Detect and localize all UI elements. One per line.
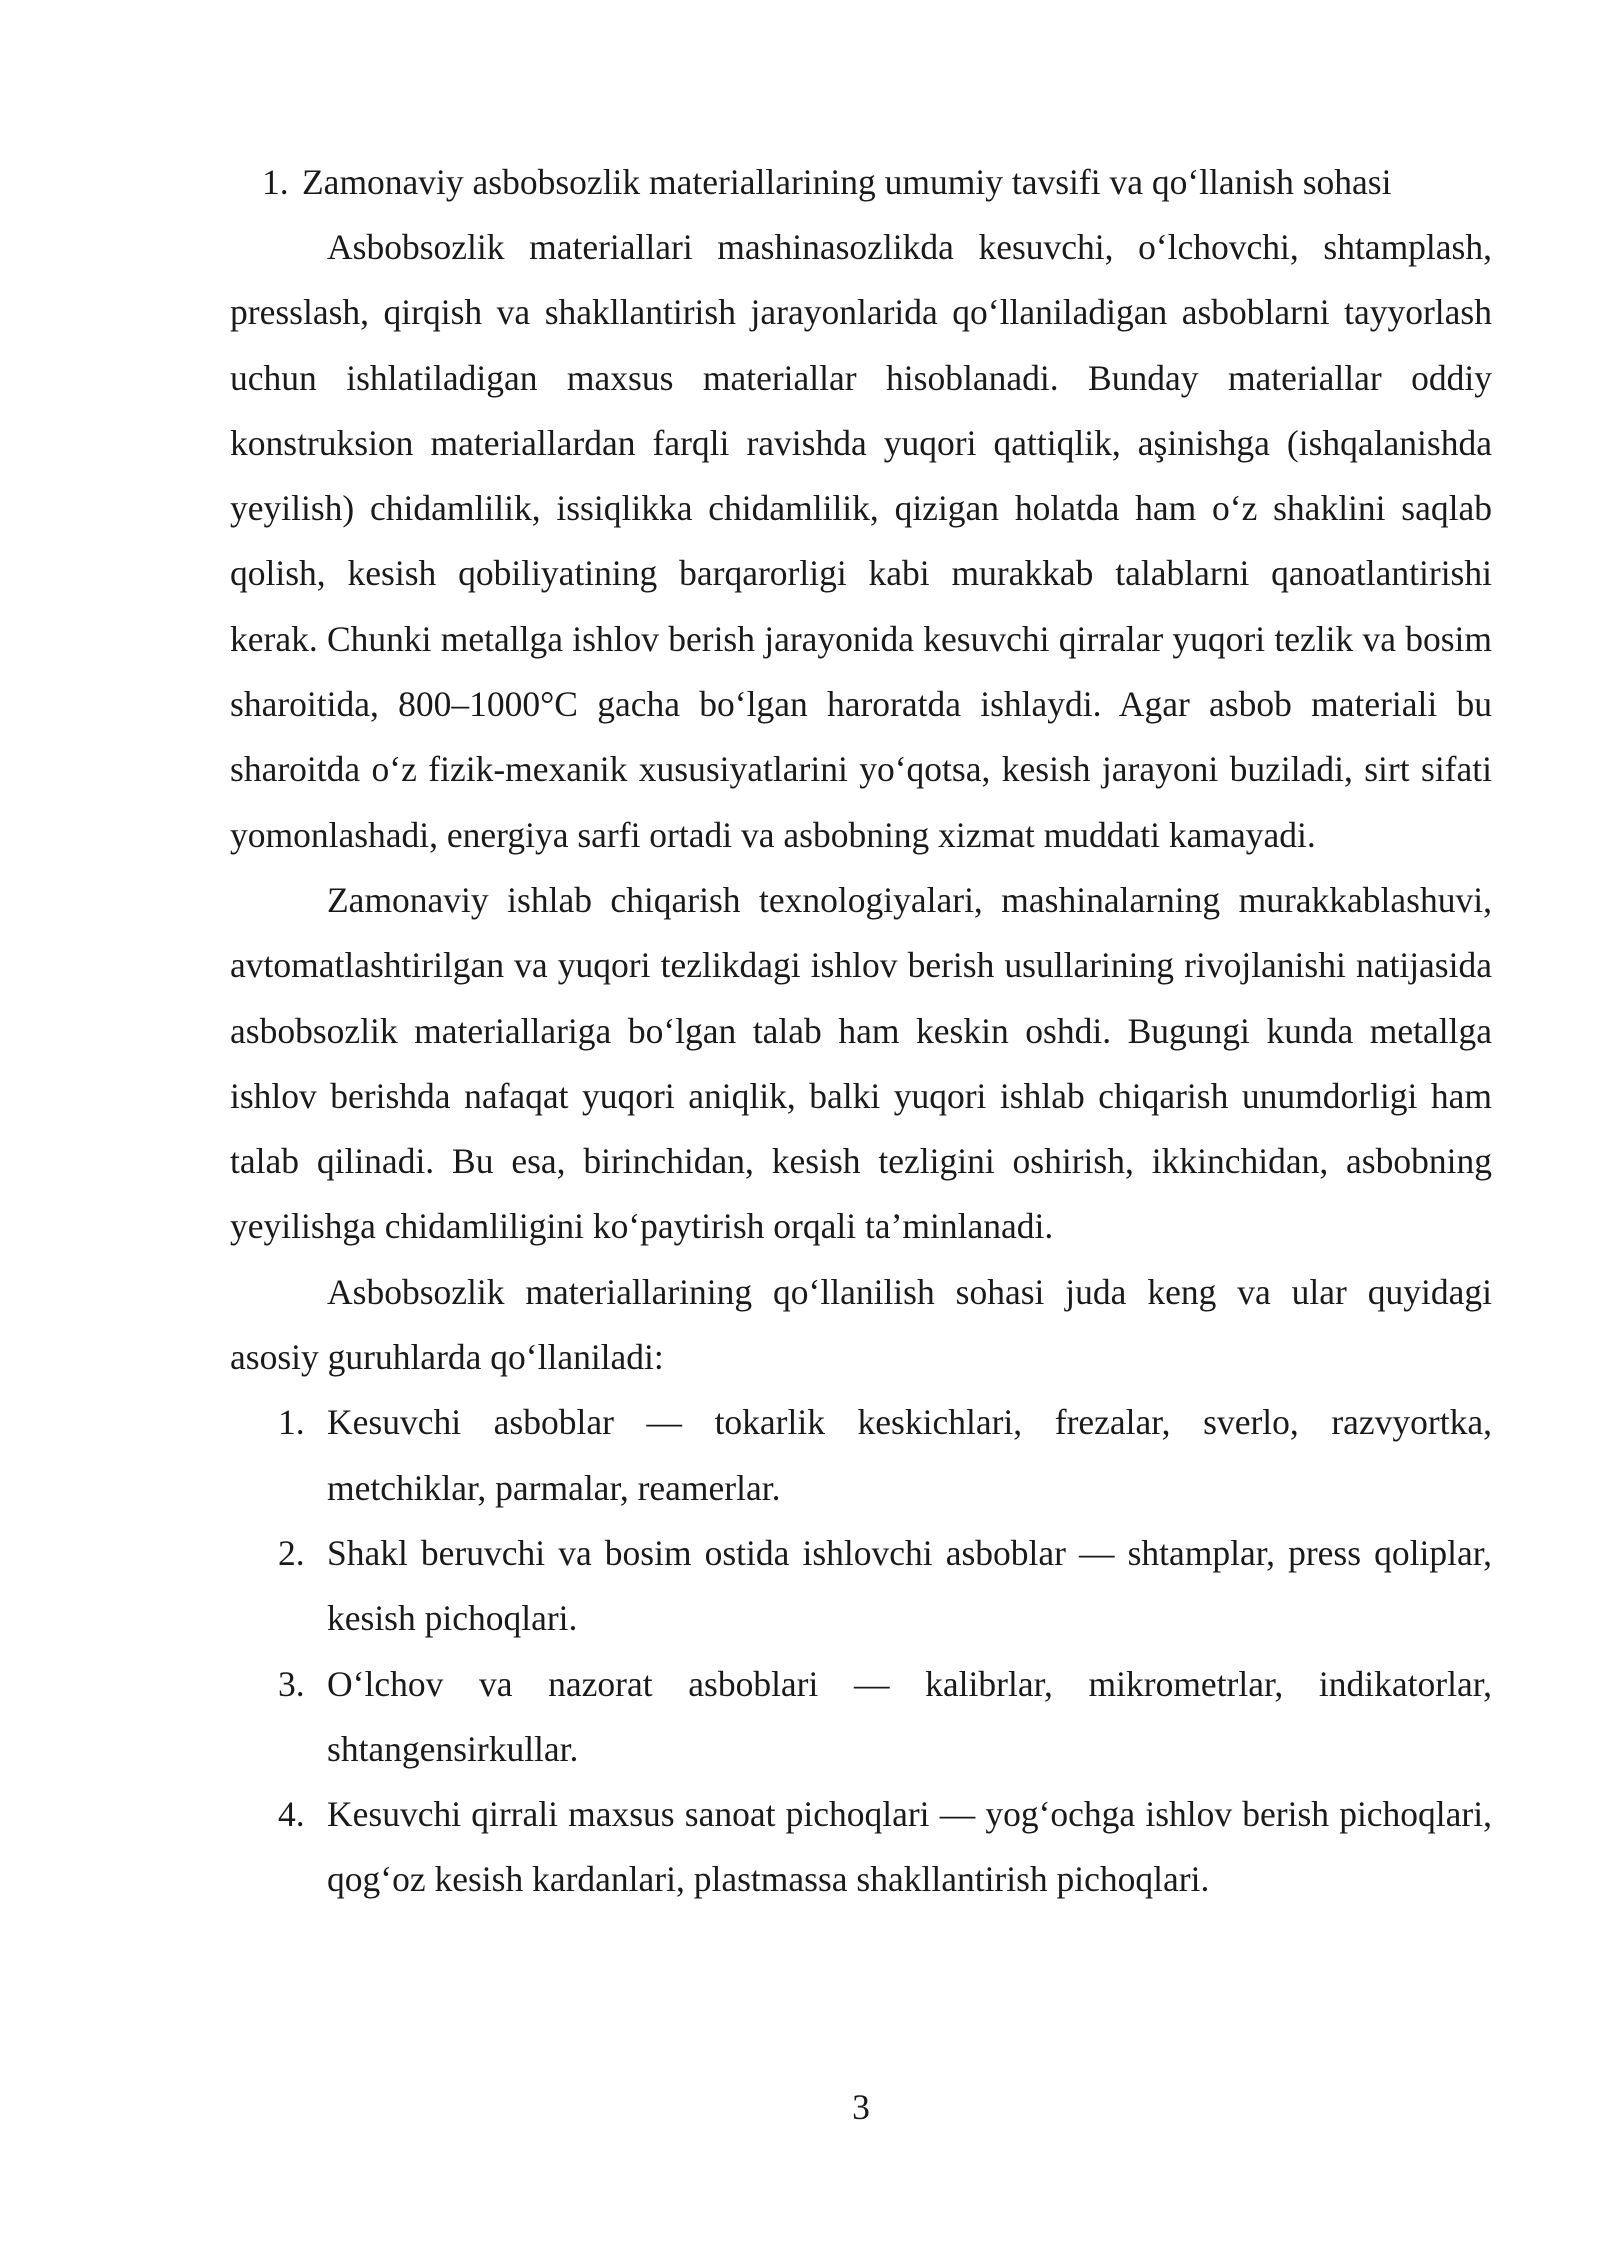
list-item-number: 4. [278,1794,305,1835]
section-title: Zamonaviy asbobsozlik materiallarining umumiy tavsifi va qo‘llanish sohasi [302,162,1392,202]
list-item-text: Shakl beruvchi va bosim ostida ishlovchi asboblar — shtamplar, press qoliplar, kesish pichoqlari. [327,1532,1492,1639]
section-number: 1. [262,162,289,202]
list-item [230,1521,1492,1652]
section-heading [230,150,1492,215]
list-item [230,1390,1492,1521]
application-groups-list [230,1390,1492,1912]
list-item-number: 1. [278,1402,305,1443]
document-page [230,150,1492,1913]
list-item-text: Kesuvchi asboblar — tokarlik keskichlari, frezalar, sverlo, razvyortka, metchiklar, parmalar, reamerlar. [327,1402,1492,1508]
list-item-text: O‘lchov va nazorat asboblari — kalibrlar, mikrometrlar, indikatorlar, shtangensirkullar. [327,1663,1492,1769]
paragraph: Asbobsozlik materiallarining qo‘llanilish sohasi juda keng va ular quyidagi asosiy guruhlarda qo‘llaniladi: [230,1271,1492,1378]
list-item-text: Kesuvchi qirrali maxsus sanoat pichoqlari — yog‘ochga ishlov berish pichoqlari, qog‘oz kesish kardanlari, plastmassa shakllantirish pichoqlari. [327,1794,1492,1900]
list-item-number: 3. [278,1663,305,1704]
paragraph: Zamonaviy ishlab chiqarish texnologiyalari, mashinalarning murakkablashuvi, avtomatlashtirilgan va yuqori tezlikdagi ishlov berish usullarining rivojlanishi natijasida asbobsozlik materiallariga bo‘lgan talab ham keskin oshdi. Bugungi kunda metallga ishlov berishda nafaqat yuqori aniqlik, balki yuqori ishlab chiqarish unumdorligi ham talab qilinadi. Bu esa, birinchidan, kesish tezligini oshirish, ikkinchidan, asbobning yeyilishga chidamliligini ko‘paytirish orqali ta’minlanadi. [230,879,1492,1247]
paragraph: Asbobsozlik materiallari mashinasozlikda kesuvchi, o‘lchovchi, shtamplash, presslash, qirqish va shakllantirish jarayonlarida qo‘llaniladigan asboblarni tayyorlash uchun ishlatiladigan maxsus materiallar hisoblanadi. Bunday materiallar oddiy konstruksion materiallardan farqli ravishda yuqori qattiqlik, aşinishga (ishqalanishda yeyilish) chidamlilik, issiqlikka chidamlilik, qizigan holatda ham o‘z shaklini saqlab qolish, kesish qobiliyatining barqarorligi kabi murakkab talablarni qanoatlantirishi kerak. Chunki metallga ishlov berish jarayonida kesuvchi qirralar yuqori tezlik va bosim sharoitida, 800–1000°C gacha bo‘lgan haroratda ishlaydi. Agar asbob materiali bu sharoitda o‘z fizik-mexanik xususiyatlarini yo‘qotsa, kesish jarayoni buziladi, sirt sifati yomonlashadi, energiya sarfi ortadi va asbobning xizmat muddati kamayadi. [230,227,1492,855]
list-item-number: 2. [278,1532,305,1573]
page-number: 3 [852,2087,870,2127]
list-item [230,1652,1492,1783]
list-item [230,1782,1492,1913]
